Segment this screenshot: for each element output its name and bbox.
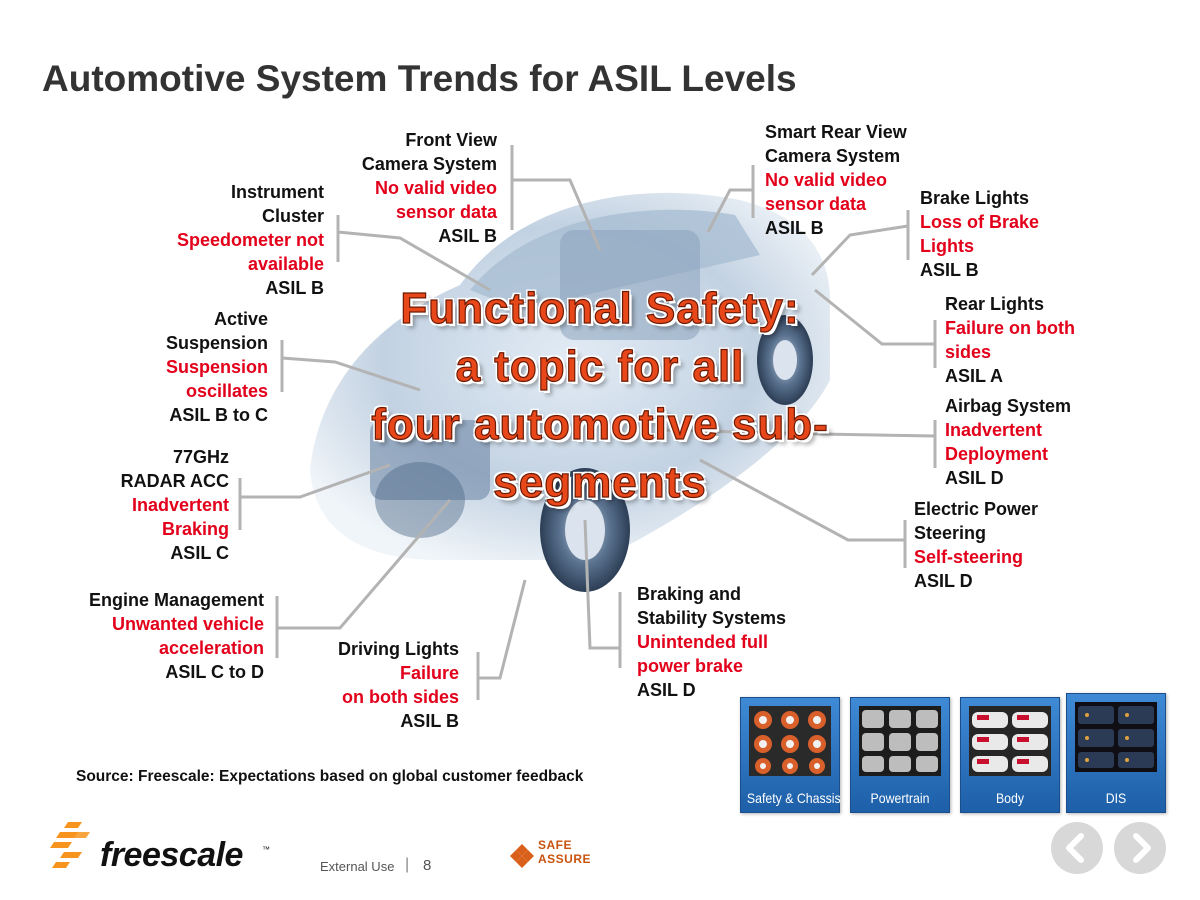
functional-safety-banner — [340, 280, 860, 512]
callout-failure: Self-steering — [914, 547, 1024, 567]
callout-power-steering — [914, 497, 1038, 593]
callout-asil: ASIL B — [265, 278, 324, 298]
segment-label: Powertrain — [870, 790, 930, 806]
callout-braking-stability — [637, 582, 786, 702]
callout-label: Active — [213, 309, 268, 329]
slide-title: Automotive System Trends for ASIL Levels — [42, 58, 797, 99]
callout-label: 77GHz — [172, 447, 229, 467]
segment-label: Safety & Chassis — [746, 790, 841, 806]
trademark-symbol: ™ — [262, 845, 270, 854]
callout-failure: Braking — [161, 519, 229, 539]
callout-label: Electric Power — [914, 499, 1039, 519]
callout-asil: ASIL B — [920, 260, 979, 280]
source-note: Source: Freescale: Expectations based on global customer feedback — [76, 768, 584, 785]
callout-failure: No valid video — [765, 170, 888, 190]
leader-driving-lights — [478, 580, 525, 700]
callout-label: Engine Management — [88, 590, 264, 610]
chevron-left-icon — [1051, 822, 1103, 874]
callout-radar-acc — [121, 445, 229, 565]
callout-label: Braking and — [637, 584, 742, 604]
callout-failure: on both sides — [342, 687, 459, 707]
callout-label: Camera System — [361, 154, 497, 174]
callout-failure: Deployment — [945, 444, 1049, 464]
callout-label: Suspension — [165, 333, 268, 353]
safeassure-logo-text: ASSURE — [538, 852, 592, 866]
callout-failure: Unintended full — [637, 632, 768, 652]
callout-asil: ASIL B — [765, 218, 824, 238]
callout-engine-management — [89, 588, 264, 684]
callout-failure: sensor data — [395, 202, 497, 222]
callout-label: Cluster — [261, 206, 324, 226]
callout-label: Rear Lights — [945, 294, 1045, 314]
callout-failure: Inadvertent — [945, 420, 1043, 440]
callout-rear-lights — [945, 292, 1075, 388]
callout-failure: No valid video — [374, 178, 497, 198]
body-thumbnail — [969, 706, 1051, 776]
callout-label: Driving Lights — [338, 639, 459, 659]
callout-failure: Failure — [399, 663, 459, 683]
callout-failure: Loss of Brake — [920, 212, 1040, 232]
callout-front-camera — [362, 128, 497, 248]
safeassure-logo-text: SAFE — [538, 838, 573, 852]
powertrain-thumbnail — [859, 706, 941, 776]
leader-engine — [277, 500, 450, 658]
segment-tile-body[interactable] — [960, 697, 1060, 813]
callout-asil: ASIL B to C — [169, 405, 268, 425]
banner-line: four automotive sub- — [371, 400, 829, 449]
banner-line: segments — [493, 458, 707, 507]
callout-active-suspension — [166, 307, 268, 427]
callout-asil: ASIL A — [945, 366, 1004, 386]
footer-separator: | — [405, 856, 410, 873]
callout-label: Steering — [914, 523, 987, 543]
callout-failure: Speedometer not — [176, 230, 324, 250]
segment-tile-powertrain[interactable] — [850, 697, 950, 813]
callout-failure: available — [247, 254, 324, 274]
callout-brake-lights — [920, 186, 1039, 282]
callout-label: Airbag System — [945, 396, 1072, 416]
callout-label: Smart Rear View — [765, 122, 907, 142]
callout-asil: ASIL B — [400, 711, 459, 731]
callout-airbag — [945, 394, 1071, 490]
segment-tile-dis[interactable] — [1066, 693, 1166, 813]
callout-failure: Unwanted vehicle — [111, 614, 264, 634]
callout-asil: ASIL C — [170, 543, 229, 563]
footer-classification: External Use — [320, 859, 395, 874]
callout-asil: ASIL D — [945, 468, 1004, 488]
banner-line: Functional Safety: — [400, 284, 800, 333]
freescale-logo-text: freescale — [100, 836, 243, 874]
chevron-right-icon — [1114, 822, 1166, 874]
segment-label: DIS — [1105, 790, 1127, 806]
callout-label: RADAR ACC — [120, 471, 229, 491]
safety-chassis-thumbnail — [749, 706, 831, 776]
callout-failure: Inadvertent — [131, 495, 229, 515]
callout-failure: sensor data — [765, 194, 867, 214]
callout-failure: acceleration — [158, 638, 264, 658]
callout-asil: ASIL C to D — [165, 662, 264, 682]
leader-rear-camera — [708, 165, 753, 232]
callout-asil: ASIL D — [914, 571, 973, 591]
callout-label: Camera System — [765, 146, 901, 166]
callout-failure: oscillates — [185, 381, 268, 401]
next-slide-button[interactable] — [1114, 822, 1166, 874]
callout-failure: sides — [945, 342, 992, 362]
callout-driving-lights — [338, 637, 459, 733]
banner-line: a topic for all — [455, 342, 745, 391]
segment-label: Body — [995, 790, 1025, 806]
callout-asil: ASIL B — [438, 226, 497, 246]
page-number: 8 — [423, 857, 432, 874]
callout-failure: Lights — [920, 236, 974, 256]
dis-thumbnail — [1075, 702, 1157, 772]
callout-label: Instrument — [230, 182, 324, 202]
callout-instrument-cluster — [177, 180, 324, 300]
callout-failure: Failure on both — [945, 318, 1075, 338]
callout-rear-camera — [765, 120, 907, 240]
callout-asil: ASIL D — [637, 680, 696, 700]
segment-tile-safety-chassis[interactable] — [740, 697, 840, 813]
callout-label: Front View — [405, 130, 497, 150]
leader-braking — [585, 520, 620, 668]
previous-slide-button[interactable] — [1051, 822, 1103, 874]
callout-label: Brake Lights — [920, 188, 1030, 208]
callout-label: Stability Systems — [637, 608, 787, 628]
callout-failure: Suspension — [165, 357, 268, 377]
callout-failure: power brake — [637, 656, 744, 676]
leader-front-camera — [512, 145, 600, 250]
